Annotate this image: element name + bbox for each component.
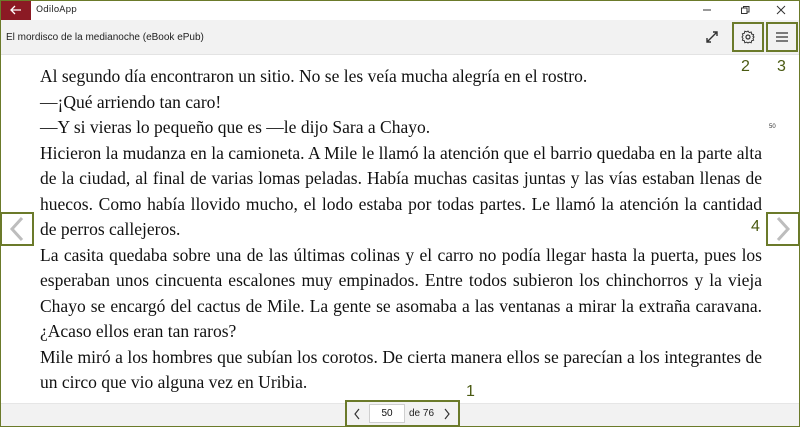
fullscreen-icon xyxy=(705,30,719,44)
settings-button[interactable] xyxy=(732,22,764,52)
previous-page-button[interactable] xyxy=(0,212,34,246)
menu-button[interactable] xyxy=(766,22,798,52)
callout-pager: 1 xyxy=(466,383,475,400)
paragraph: Al segundo día encontraron un sitio. No se les veía mucha alegría en el rostro. xyxy=(40,66,588,86)
chevron-left-icon xyxy=(353,408,361,420)
chevron-right-icon xyxy=(774,216,792,242)
chevron-left-icon xyxy=(8,216,26,242)
next-page-button[interactable] xyxy=(766,212,800,246)
reader-toolbar xyxy=(0,20,800,55)
margin-page-marker: 50 xyxy=(769,124,776,130)
minimize-button[interactable] xyxy=(690,0,724,20)
pager-prev-button[interactable] xyxy=(347,402,367,425)
page-navigator xyxy=(345,400,460,427)
maximize-icon xyxy=(740,5,750,15)
app-title: OdiloApp xyxy=(36,5,77,15)
fullscreen-button[interactable] xyxy=(696,22,728,52)
minimize-icon xyxy=(702,5,712,15)
paragraph: —Y si vieras lo pequeño que es —le dijo Sara a Chayo. xyxy=(40,117,431,137)
title-bar xyxy=(0,0,800,20)
paragraph: La casita quedaba sobre una de las últimas colinas y el carro no podía llegar hasta la puerta, pues los esperaban unos cincuenta escalones muy empinados. Entre todos subieron los chinchorros y la vieja Chayo se encargó del cactus de Mile. La gente se asomaba a las ventanas a mirar la extraña caravana. ¿Acaso ellos eran tan raros? xyxy=(40,244,762,341)
book-title: El mordisco de la medianoche (eBook ePub) xyxy=(6,32,204,43)
callout-settings: 2 xyxy=(741,58,750,75)
paragraph: Hicieron la mudanza en la camioneta. A Mile le llamó la atención que el barrio quedaba en la parte alta de la ciudad, al final de varias lomas peladas. Había muchas casitas juntas y las vías estaban llenas de huecos. Como había llovido mucho, el lodo estaba por todas partes. Le llamó la atención la cantidad de perros callejeros. xyxy=(40,142,762,239)
paragraph: —¡Qué arriendo tan caro! xyxy=(40,91,222,112)
maximize-button[interactable] xyxy=(728,0,762,20)
hamburger-menu-icon xyxy=(775,31,789,43)
arrow-left-icon xyxy=(10,5,22,15)
callout-next-page: 4 xyxy=(751,218,760,235)
close-icon xyxy=(776,5,786,15)
total-pages-label: de 76 xyxy=(409,408,435,419)
back-button[interactable] xyxy=(0,0,31,20)
page-number-input[interactable] xyxy=(369,404,405,423)
close-button[interactable] xyxy=(764,0,798,20)
gear-icon xyxy=(741,30,755,44)
callout-menu: 3 xyxy=(777,58,786,75)
pager-next-button[interactable] xyxy=(437,402,457,425)
book-content xyxy=(40,64,762,396)
paragraph: Mile miró a los hombres que subían los corotos. De cierta manera ellos se parecían a los integrantes de un circo que vio alguna vez en Uribia. xyxy=(40,346,762,392)
chevron-right-icon xyxy=(443,408,451,420)
